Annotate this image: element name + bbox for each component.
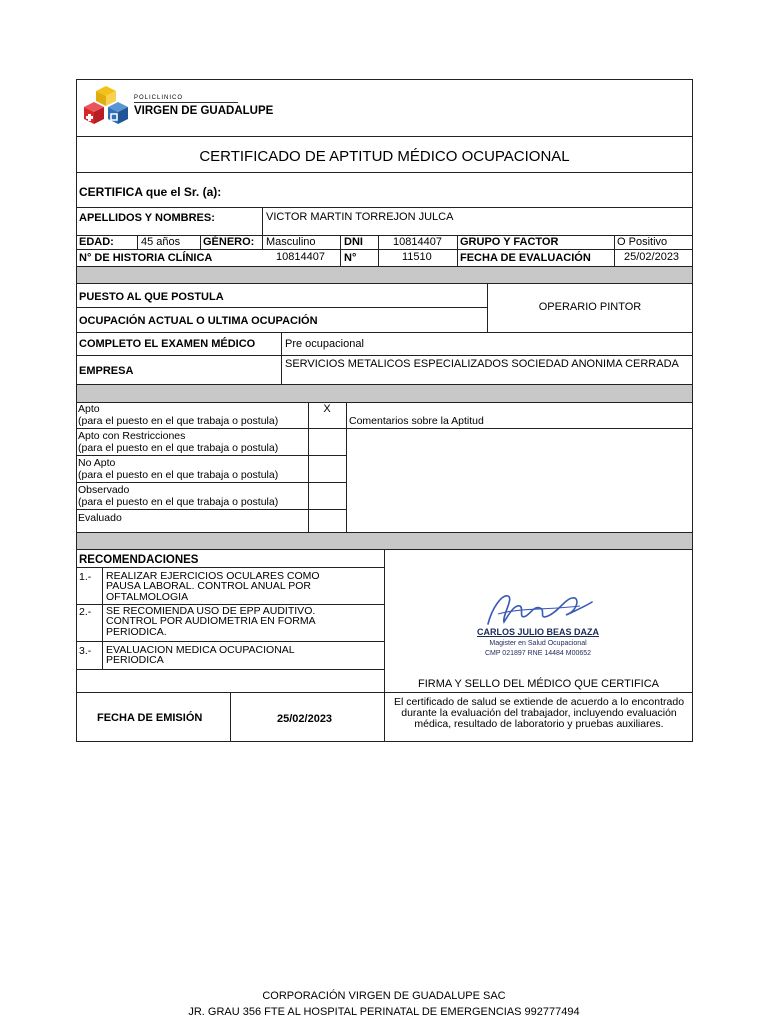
comments-label: Comentarios sobre la Aptitud (349, 415, 484, 427)
doctor-ids: CMP 021897 RNE 14484 M00652 (484, 650, 592, 657)
cell-divider (281, 332, 282, 384)
emission-value: 25/02/2023 (277, 713, 333, 725)
exam-label: COMPLETO EL EXAMEN MÉDICO (79, 338, 256, 350)
cell-divider (614, 235, 615, 266)
cell-divider (137, 235, 138, 249)
history-value: 10814407 (276, 251, 325, 263)
separator-band (77, 385, 692, 402)
aptitude-label: Observado (78, 484, 130, 496)
row-divider (76, 567, 384, 568)
company-value: SERVICIOS METALICOS ESPECIALIZADOS SOCIEDAD ANONIMA CERRADA (285, 358, 679, 370)
names-label: APELLIDOS Y NOMBRES: (79, 212, 215, 224)
recommendations-title: RECOMENDACIONES (79, 554, 199, 566)
blood-label: GRUPO Y FACTOR (460, 236, 559, 248)
row-divider (76, 402, 693, 403)
row-divider (76, 509, 346, 510)
cell-divider (200, 235, 201, 249)
row-divider (76, 172, 693, 173)
cell-divider (457, 235, 458, 266)
emission-label: FECHA DE EMISIÓN (97, 712, 203, 724)
cell-divider (384, 549, 385, 742)
aptitude-label: Apto con Restricciones (78, 430, 186, 442)
doctor-name: CARLOS JULIO BEAS DAZA (476, 627, 599, 637)
doctor-signature (468, 586, 608, 662)
gender-value: Masculino (266, 236, 316, 248)
aptitude-mark: X (323, 403, 331, 415)
recommendation-text: EVALUACION MEDICA OCUPACIONAL PERIODICA (106, 644, 295, 667)
eval-date-label: FECHA DE EVALUACIÓN (460, 252, 591, 264)
row-divider (76, 283, 693, 284)
gender-label: GÉNERO: (203, 236, 255, 248)
logo-top-text: POLICLINICO (134, 95, 184, 101)
cell-divider (230, 692, 231, 742)
row-divider (76, 207, 693, 208)
row-divider (76, 455, 346, 456)
aptitude-label: Apto (78, 403, 100, 415)
row-divider (76, 249, 693, 250)
aptitude-sub: (para el puesto en el que trabaja o postula) (78, 442, 279, 454)
dni-label: DNI (344, 236, 363, 248)
page-title: CERTIFICADO DE APTITUD MÉDICO OCUPACIONAL (199, 148, 570, 165)
aptitude-sub: (para el puesto en el que trabaja o postula) (78, 469, 279, 481)
position-label: PUESTO AL QUE POSTULA (79, 291, 224, 303)
row-divider (76, 355, 693, 356)
cell-divider (378, 235, 379, 266)
recommendation-text: SE RECOMIENDA USO DE EPP AUDITIVO. CONTROL POR AUDIOMETRIA EN FORMA PERIODICA. (106, 605, 316, 638)
doctor-title: Magister en Salud Ocupacional (489, 640, 587, 647)
history-label: N° DE HISTORIA CLÍNICA (79, 252, 213, 264)
certifica-text: CERTIFICA que el Sr. (a): (79, 185, 222, 199)
aptitude-sub: (para el puesto en el que trabaja o postula) (78, 496, 279, 508)
aptitude-label: No Apto (78, 457, 116, 469)
age-value: 45 años (141, 236, 181, 248)
company-label: EMPRESA (79, 365, 134, 377)
signature-caption: FIRMA Y SELLO DEL MÉDICO QUE CERTIFICA (417, 678, 660, 690)
num-label: N° (344, 252, 357, 264)
row-divider (76, 332, 693, 333)
aptitude-sub: (para el puesto en el que trabaja o postula) (78, 415, 279, 427)
footer-address: JR. GRAU 356 FTE AL HOSPITAL PERINATAL DE EMERGENCIAS 992777494 (188, 1006, 580, 1018)
recommendation-text: REALIZAR EJERCICIOS OCULARES COMO PAUSA LABORAL. CONTROL ANUAL POR OFTALMOLOGIA (106, 570, 320, 603)
dni-value: 10814407 (393, 236, 442, 248)
position-value: OPERARIO PINTOR (538, 301, 642, 313)
clinic-logo (82, 84, 274, 130)
cell-divider (308, 402, 309, 532)
separator-band (77, 533, 692, 549)
cell-divider (340, 235, 341, 266)
age-label: EDAD: (79, 236, 114, 248)
cell-divider (102, 567, 103, 669)
row-divider (76, 428, 693, 429)
row-divider (76, 641, 384, 642)
num-value: 11510 (402, 251, 432, 263)
names-value: VICTOR MARTIN TORREJON JULCA (266, 211, 454, 223)
occupation-label: OCUPACIÓN ACTUAL O ULTIMA OCUPACIÓN (79, 315, 318, 327)
recommendation-num: 1.- (79, 571, 92, 583)
emission-note: El certificado de salud se extiende de acuerdo a lo encontrado durante la evaluación del trabajador, incluyendo evaluación médica, resultado de laboratorio y pruebas auxiliares. (393, 696, 685, 730)
exam-value: Pre ocupacional (285, 338, 364, 350)
separator-band (77, 267, 692, 283)
logo-name: VIRGEN DE GUADALUPE (134, 105, 274, 117)
recommendation-num: 2.- (79, 606, 92, 618)
cell-divider (262, 235, 263, 249)
aptitude-label: Evaluado (78, 512, 122, 524)
blood-value: O Positivo (617, 236, 668, 248)
cell-divider (346, 402, 347, 532)
eval-date-value: 25/02/2023 (624, 251, 680, 263)
cell-divider (262, 207, 263, 235)
logo-divider (134, 102, 238, 103)
row-divider (76, 136, 693, 137)
recommendation-num: 3.- (79, 645, 92, 657)
row-divider (76, 669, 384, 670)
row-divider (76, 307, 487, 308)
footer-company: CORPORACIÓN VIRGEN DE GUADALUPE SAC (262, 990, 506, 1002)
clinic-logo-icon (82, 84, 130, 130)
row-divider (76, 692, 693, 693)
row-divider (76, 482, 346, 483)
